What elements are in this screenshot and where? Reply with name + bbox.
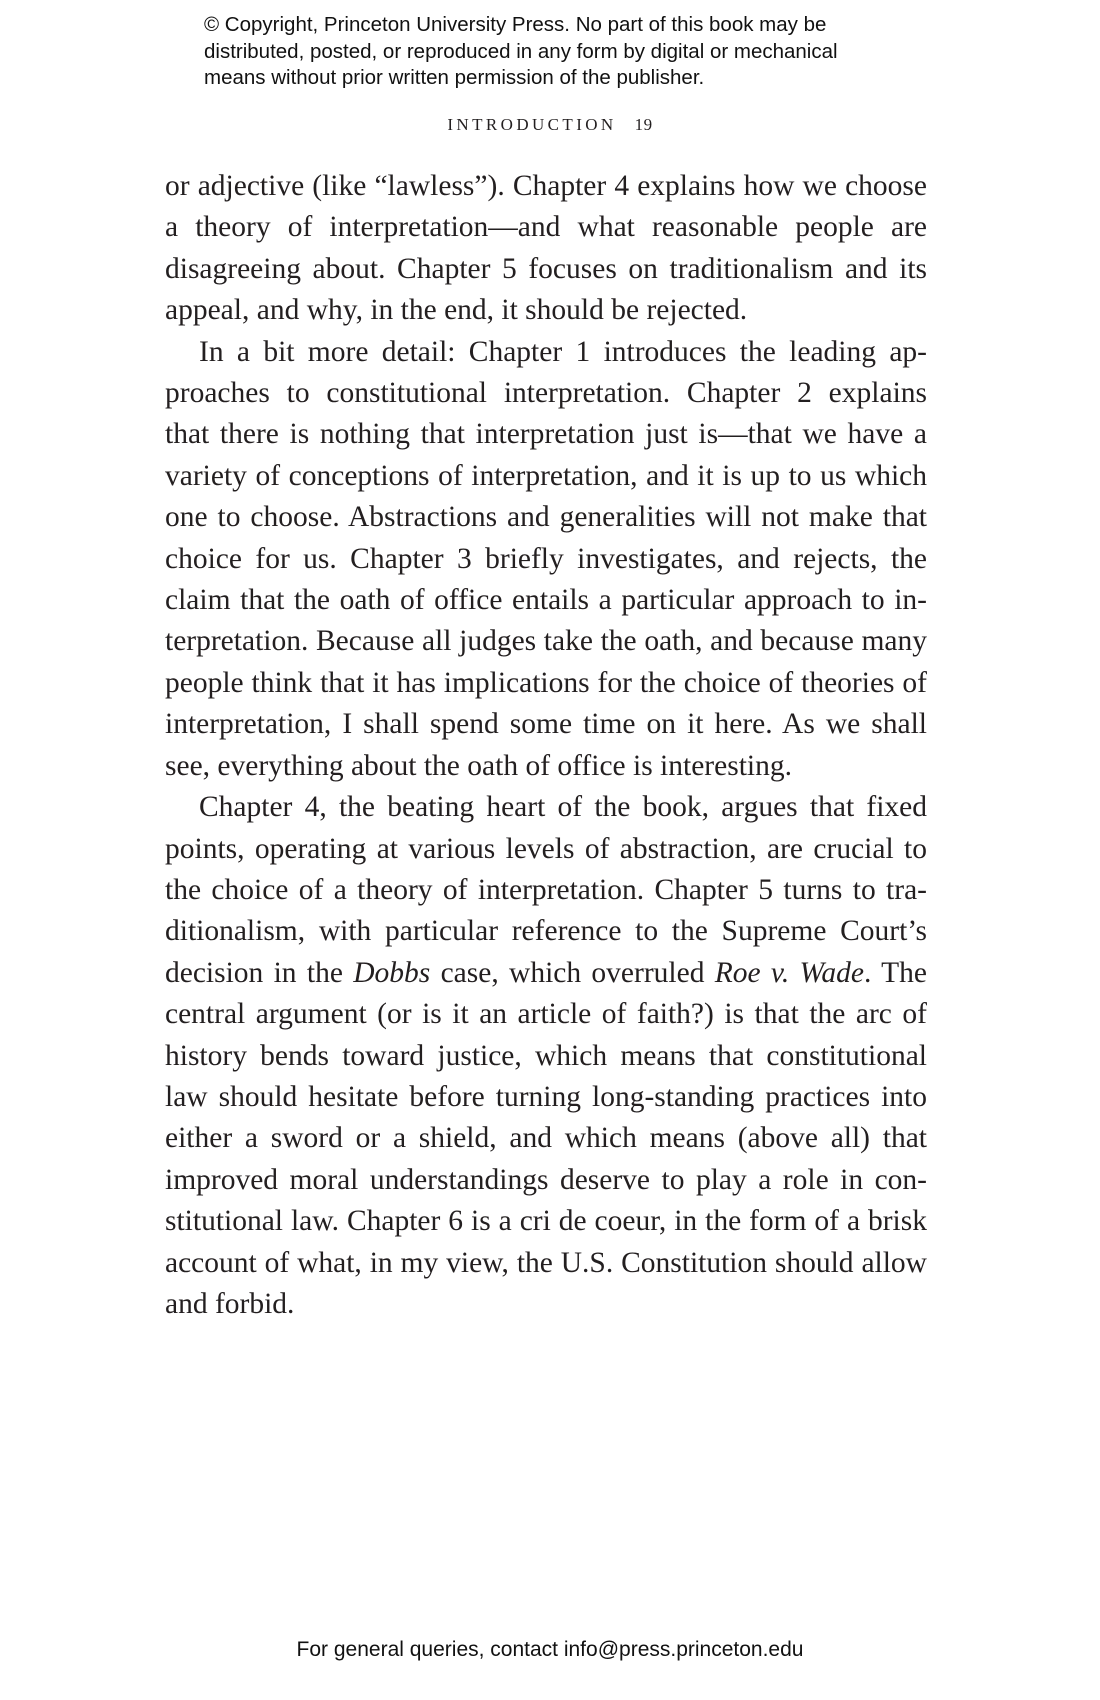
copyright-notice bbox=[204, 12, 924, 92]
paragraph-2 bbox=[165, 332, 927, 787]
text-line: In a bit more detail: Chapter 1 introduces the leading ap- bbox=[199, 335, 927, 368]
paragraph-1 bbox=[165, 166, 927, 332]
text-line: see, everything about the oath of office is interesting. bbox=[165, 749, 792, 782]
text-segment: decision in the bbox=[165, 956, 354, 989]
running-head-section: INTRODUCTION bbox=[447, 115, 617, 134]
text-line: appeal, and why, in the end, it should be rejected. bbox=[165, 294, 748, 327]
text-line: people think that it has implications for the choice of theories of bbox=[165, 666, 927, 699]
text-line: choice for us. Chapter 3 briefly investigates, and rejects, the bbox=[165, 542, 927, 575]
paragraph-3 bbox=[165, 787, 927, 1325]
text-line: history bends toward justice, which means that constitutional bbox=[165, 1039, 927, 1072]
text-line: proaches to constitutional interpretation. Chapter 2 explains bbox=[165, 377, 927, 410]
text-line: the choice of a theory of interpretation. Chapter 5 turns to tra- bbox=[165, 873, 927, 906]
text-line: and forbid. bbox=[165, 1287, 295, 1320]
text-line: one to choose. Abstractions and generalities will not make that bbox=[165, 501, 927, 534]
text-line: either a sword or a shield, and which means (above all) that bbox=[165, 1122, 927, 1155]
text-line: or adjective (like “lawless”). Chapter 4 explains how we choose bbox=[165, 170, 927, 202]
text-line: points, operating at various levels of abstraction, are crucial to bbox=[165, 832, 927, 865]
text-line: terpretation. Because all judges take the oath, and because many bbox=[165, 625, 927, 658]
case-name-dobbs: Dobbs bbox=[353, 956, 431, 989]
running-head bbox=[0, 115, 1100, 135]
text-line: stitutional law. Chapter 6 is a cri de coeur, in the form of a brisk bbox=[165, 1205, 927, 1238]
copyright-line: means without prior written permission of the publisher. bbox=[204, 66, 705, 89]
text-line: claim that the oath of office entails a particular approach to in- bbox=[165, 584, 927, 617]
copyright-line: © Copyright, Princeton University Press. No part of this book may be bbox=[204, 13, 827, 36]
copyright-line: distributed, posted, or reproduced in any form by digital or mechanical bbox=[204, 39, 838, 63]
text-line: central argument (or is it an article of faith?) is that the arc of bbox=[165, 998, 927, 1031]
text-line: ditionalism, with particular reference to the Supreme Court’s bbox=[165, 915, 927, 948]
case-name-roe-v-wade: Roe v. Wade bbox=[714, 956, 864, 989]
text-line-with-case-names bbox=[165, 953, 927, 994]
footer-contact: For general queries, contact info@press.princeton.edu bbox=[296, 1638, 804, 1661]
page-number: 19 bbox=[634, 115, 653, 134]
text-line: improved moral understandings deserve to play a role in con- bbox=[165, 1163, 927, 1196]
text-line: variety of conceptions of interpretation, and it is up to us which bbox=[165, 459, 927, 492]
text-segment: . The bbox=[863, 956, 927, 989]
text-line: interpretation, I shall spend some time on it here. As we shall bbox=[165, 708, 927, 741]
text-line: Chapter 4, the beating heart of the book, argues that fixed bbox=[199, 791, 927, 824]
text-segment: case, which overruled bbox=[430, 956, 715, 989]
text-line: that there is nothing that interpretation just is—that we have a bbox=[165, 418, 927, 451]
text-line: law should hesitate before turning long-standing practices into bbox=[165, 1080, 927, 1113]
text-line: account of what, in my view, the U.S. Constitution should allow bbox=[165, 1246, 927, 1279]
text-line: a theory of interpretation—and what reasonable people are bbox=[165, 211, 927, 244]
text-line: disagreeing about. Chapter 5 focuses on traditionalism and its bbox=[165, 252, 927, 285]
body-text bbox=[165, 166, 927, 1325]
